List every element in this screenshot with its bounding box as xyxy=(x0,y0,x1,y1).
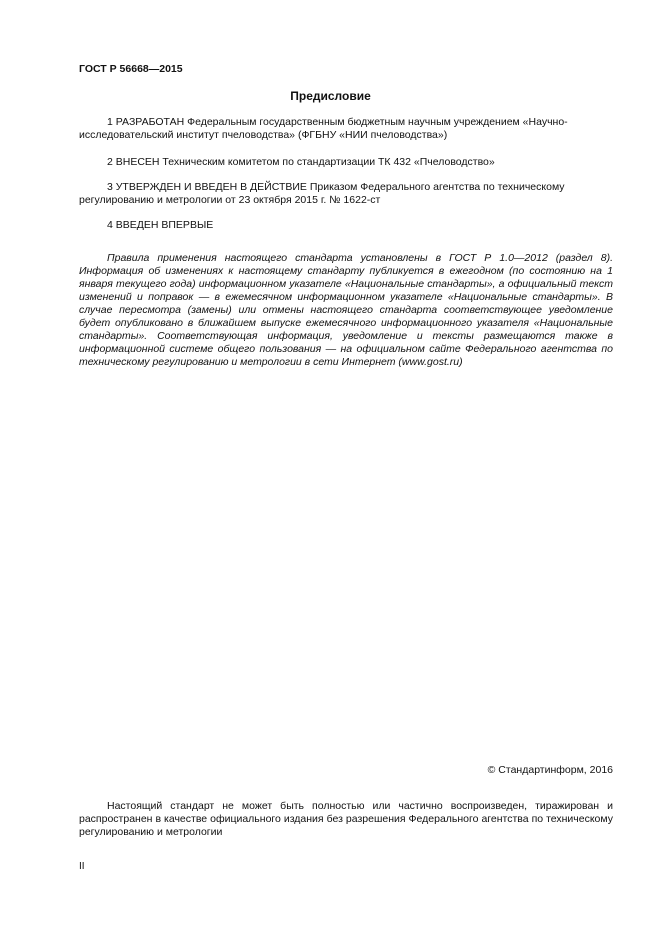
reproduction-restriction: Настоящий стандарт не может быть полностью или частично воспроизведен, тиражирован и распространен в качестве официального издания без разрешения Федерального агентства по техническому регулированию и метрологии xyxy=(79,800,613,838)
application-rules-notice: Правила применения настоящего стандарта установлены в ГОСТ Р 1.0—2012 (раздел 8). Информация об изменениях к настоящему стандарту публикуется в ежегодном (по состоянию на 1 января текущего года) информационном указателе «Национальные стандарты», а официальный текст изменений и поправок — в ежемесячном информационном указателе «Национальные стандарты». В случае пересмотра (замены) или отмены настоящего стандарта соответствующее уведомление будет опубликовано в ближайшем выпуске ежемесячного информационного указателя «Национальные стандарты». Соответствующая информация, уведомление и тексты размещаются также в информационной системе общего пользования — на официальном сайте Федерального агентства по техническому регулированию и метрологии в сети Интернет (www.gost.ru) xyxy=(79,252,613,368)
foreword-item-3: 3 УТВЕРЖДЕН И ВВЕДЕН В ДЕЙСТВИЕ Приказом Федерального агентства по техническому регулированию и метрологии от 23 октября 2015 г. № 1622-ст xyxy=(79,181,565,206)
document-code: ГОСТ Р 56668—2015 xyxy=(79,63,183,75)
copyright-notice: © Стандартинформ, 2016 xyxy=(487,764,613,776)
foreword-item-2: 2 ВНЕСЕН Техническим комитетом по стандартизации ТК 432 «Пчеловодство» xyxy=(107,156,495,168)
foreword-item-1: 1 РАЗРАБОТАН Федеральным государственным бюджетным научным учреждением «Научно-исследовательский институт пчеловодства» (ФГБНУ «НИИ пчеловодства») xyxy=(79,116,568,141)
section-title: Предисловие xyxy=(290,89,371,103)
page-number: II xyxy=(79,861,85,872)
foreword-item-4: 4 ВВЕДЕН ВПЕРВЫЕ xyxy=(107,219,214,231)
